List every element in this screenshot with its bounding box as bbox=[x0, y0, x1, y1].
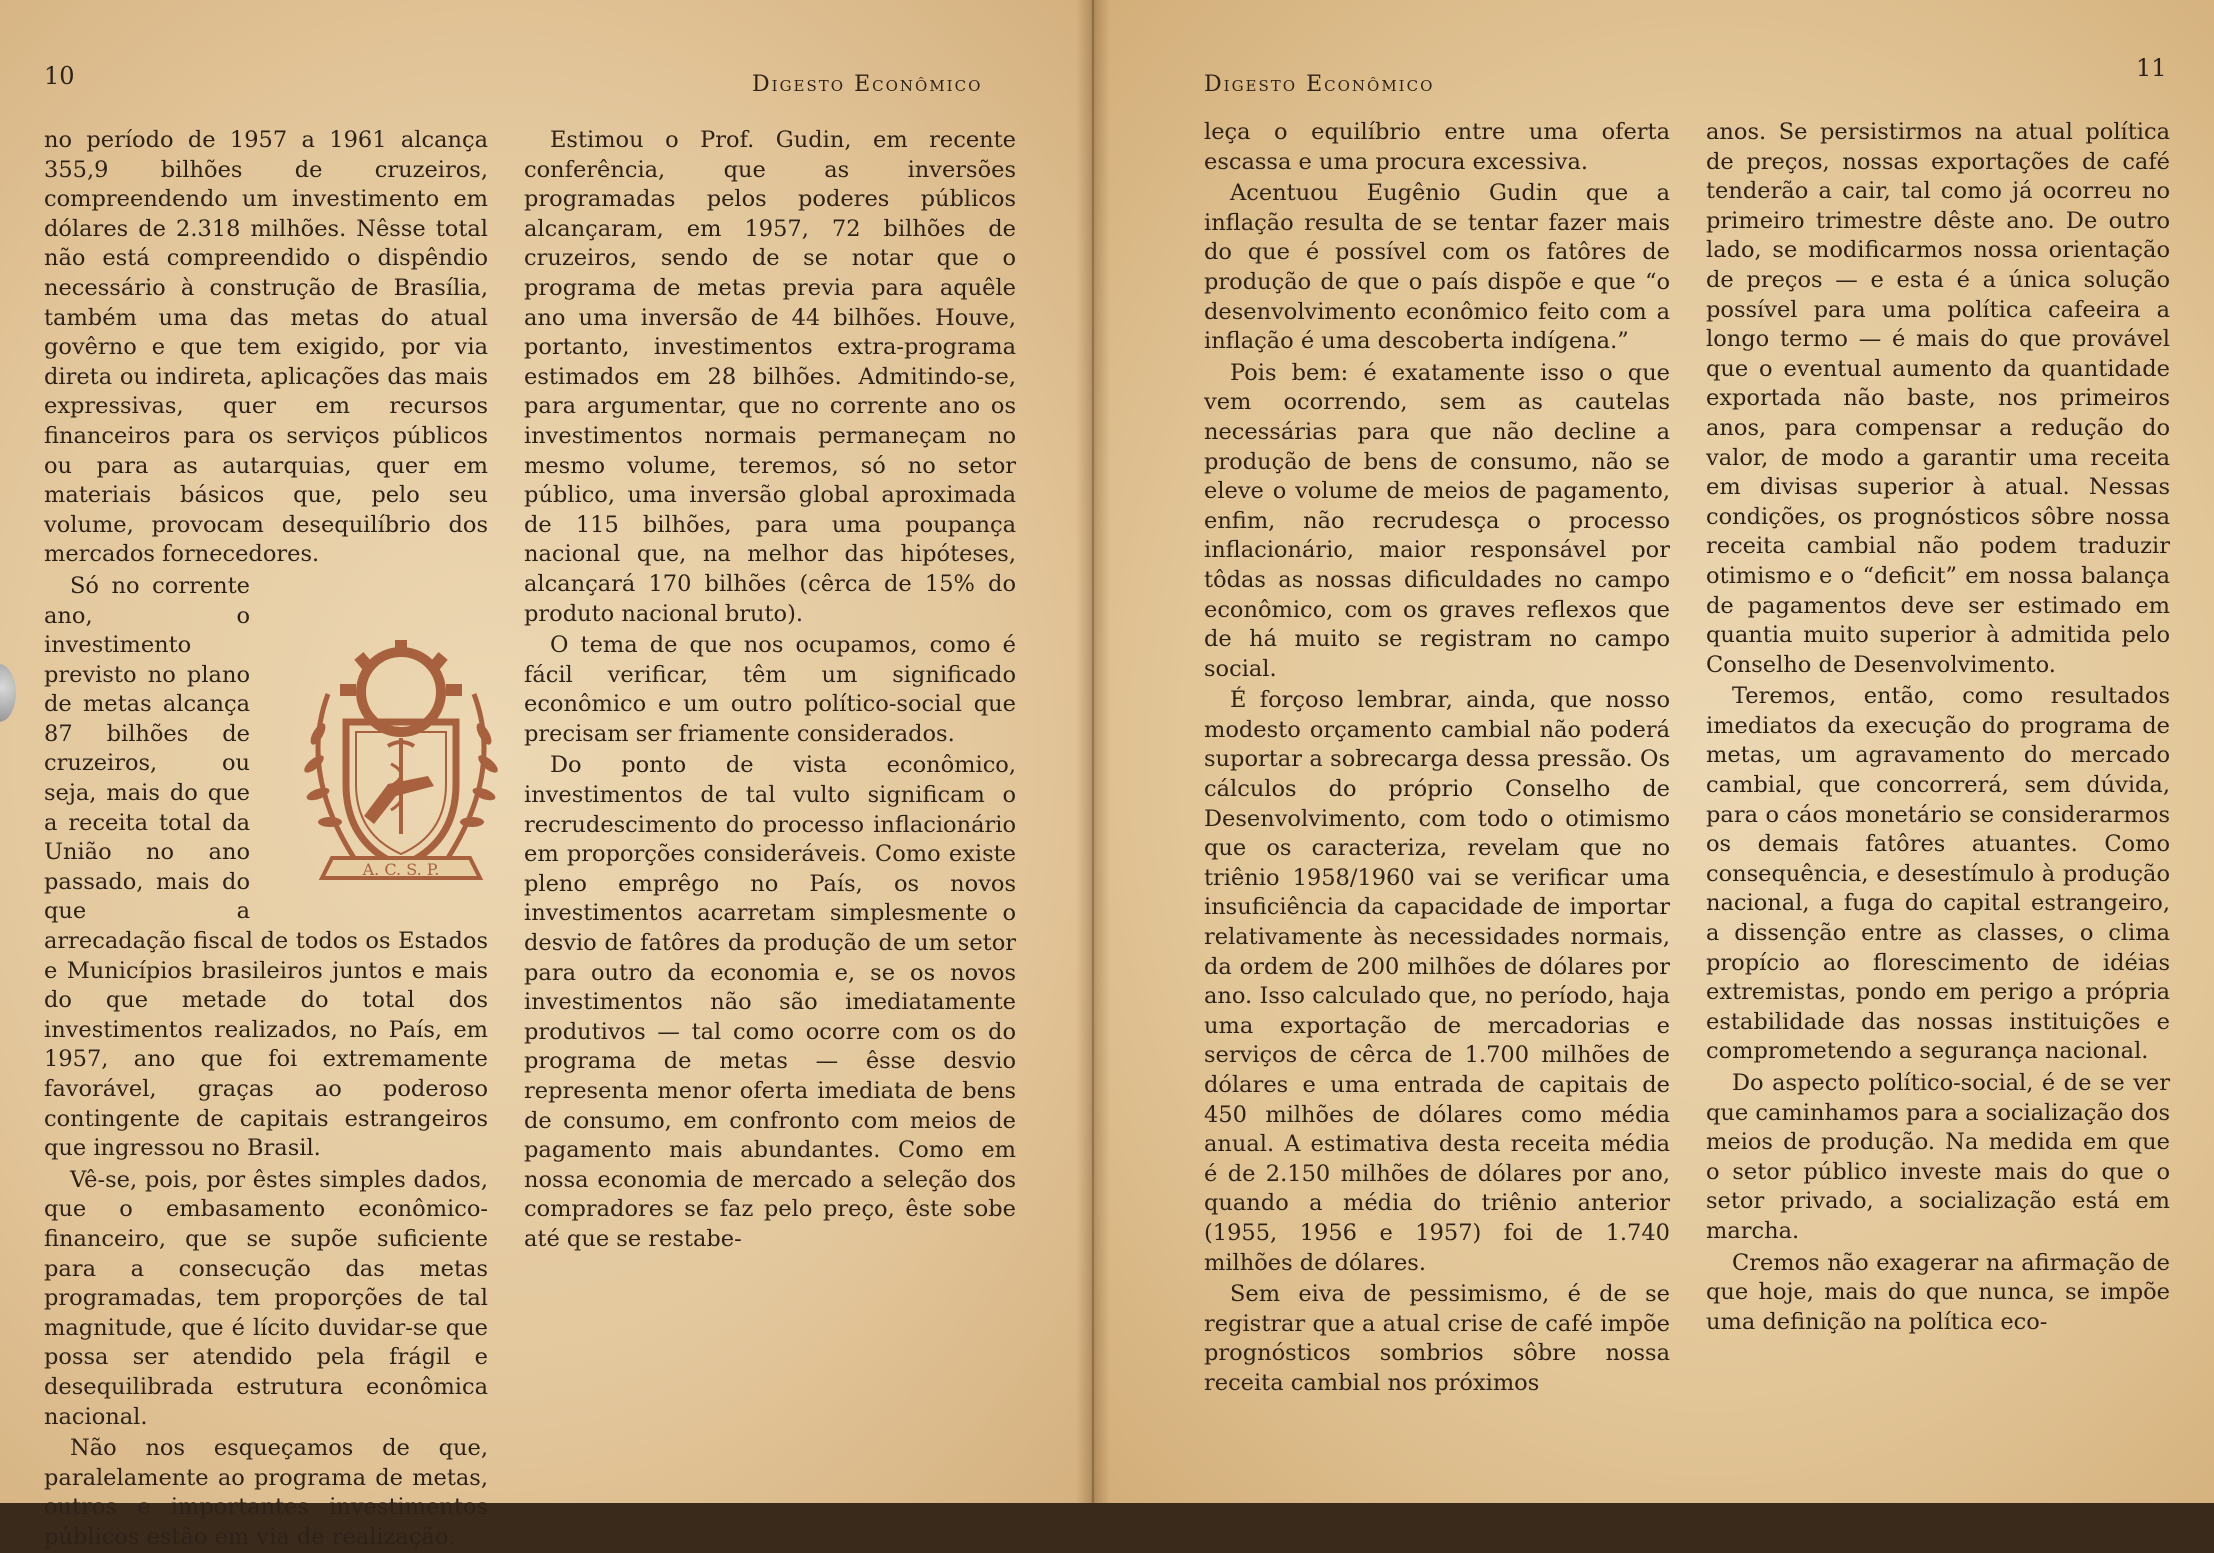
left-column-2 bbox=[524, 126, 1016, 1255]
paragraph: leça o equilíbrio entre uma oferta escassa e uma procura excessiva. bbox=[1204, 119, 1670, 175]
left-page bbox=[0, 0, 1092, 1550]
paragraph: É forçoso lembrar, ainda, que nosso modesto orçamento cambial não poderá suportar a sobrecarga dessa pressão. Os cálculos do próprio Conselho de Desenvolvimento, com todo o otimismo que os caracteriza, revelam que no triênio 1958/1960 vai se verificar uma insuficiência da capacidade de importar relativamente às necessidades normais, da ordem de 200 milhões de dólares por ano. Isso calculado que, no período, haja uma exportação de mercadorias e serviços de cêrca de 1.700 milhões de dólares e uma entrada de capitais de 450 milhões de dólares como média anual. A estimativa desta receita média é de 2.150 milhões de dólares por ano, quando a média do triênio anterior (1955, 1956 e 1957) foi de 1.740 milhões de dólares. bbox=[1204, 687, 1670, 1276]
right-page-number: 11 bbox=[2136, 54, 2167, 82]
paragraph: Do ponto de vista econômico, investimentos de tal vulto significam o recrudescimento do processo inflacionário em proporções consideráveis. Como existe pleno emprêgo no País, os novos investimentos acarretam simplesmente o desvio de fatôres da produção de um setor para outro da economia e, se os novos investimentos não são imediatamente produtivos — tal como ocorre com os do programa de metas — êsse desvio representa menor oferta imediata de bens de consumo, em confronto com meios de pagamento mais abundantes. Como em nossa economia de mercado a seleção dos compradores se faz pelo preço, êste sobe até que se restabe- bbox=[524, 752, 1016, 1252]
paragraph: Pois bem: é exatamente isso o que vem ocorrendo, sem as cautelas necessárias para que não decline a produção de bens de consumo, não se eleve o volume de meios de pagamento, enfim, não recrudesça o processo inflacionário, maior responsável por tôdas as nossas dificuldades no campo econômico, com os graves reflexos que de há muito se registram no campo social. bbox=[1204, 359, 1670, 682]
emblem-text: A. C. S. P. bbox=[362, 859, 440, 879]
acsp-emblem bbox=[262, 634, 488, 896]
emblem-graphic bbox=[288, 634, 514, 896]
paragraph: Do aspecto político-social, é de se ver que caminhamos para a socialização dos meios de produção. Na medida em que o setor público investe mais do que o setor privado, a socialização está em marcha. bbox=[1706, 1070, 2170, 1244]
paragraph-text: Só no corrente ano, o investimento previsto no plano de metas alcança 87 bilhões de cruzeiros, ou seja, mais do que a receita total da União no ano passado, mais do que a arrecadação fiscal de todos os Estados e Municípios brasileiros juntos e mais do que metade do total dos investimentos realizados, no País, em 1957, ano que foi extremamente favorável, graças ao poderoso contingente de capitais estrangeiros que ingressou no Brasil. bbox=[44, 572, 488, 1162]
coin-edge bbox=[0, 664, 16, 722]
left-page-number: 10 bbox=[44, 62, 75, 90]
paragraph: Não nos esqueçamos de que, paralelamente ao programa de metas, outros e importantes investimentos públicos estão em via de realização. bbox=[44, 1435, 488, 1550]
paragraph: Estimou o Prof. Gudin, em recente conferência, que as inversões programadas pelos poderes públicos alcançaram, em 1957, 72 bilhões de cruzeiros, sendo de se notar que o programa de metas previa para aquêle ano uma inversão de 44 bilhões. Houve, portanto, investimentos extra-programa estimados em 28 bilhões. Admitindo-se, para argumentar, que no corrente ano os investimentos normais permaneçam no mesmo volume, teremos, só no setor público, uma inversão global aproximada de 115 bilhões, para uma poupança nacional que, na melhor das hipóteses, alcançará 170 bilhões (cêrca de 15% do produto nacional bruto). bbox=[524, 127, 1016, 627]
paragraph bbox=[44, 572, 488, 1164]
paragraph: anos. Se persistirmos na atual política de preços, nossas exportações de café tenderão a cair, tal como já ocorreu no primeiro trimestre dêste ano. De outro lado, se modificarmos nossa orientação de preços — e esta é a única solução possível para uma política cafeeira a longo termo — é mais do que provável que o eventual aumento da quantidade exportada não baste, nos primeiros anos, para compensar a redução do valor, de modo a garantir uma receita em divisas superior à atual. Nessas condições, os prognósticos sôbre nossa receita cambial não podem traduzir otimismo e o “deficit” em nossa balança de pagamentos deve ser estimado em quantia muito superior à admitida pelo Conselho de Desenvolvimento. bbox=[1706, 119, 2170, 678]
paragraph: Sem eiva de pessimismo, é de se registrar que a atual crise de café impõe prognósticos sombrios sôbre nossa receita cambial nos próximos bbox=[1204, 1281, 1670, 1396]
right-page bbox=[1092, 0, 2214, 1503]
paragraph: O tema de que nos ocupamos, como é fácil verificar, têm um significado econômico e um outro político-social que precisam ser friamente considerados. bbox=[524, 632, 1016, 747]
paragraph: no período de 1957 a 1961 alcança 355,9 bilhões de cruzeiros, compreendendo um investimento em dólares de 2.318 milhões. Nêsse total não está compreendido o dispêndio necessário à construção de Brasília, também uma das metas do atual govêrno e que tem exigido, por via direta ou indireta, aplicações das mais expressivas, quer em recursos financeiros para os serviços públicos ou para as autarquias, quer em materiais básicos que, pelo seu volume, provocam desequilíbrio dos mercados fornecedores. bbox=[44, 127, 488, 568]
left-column-1 bbox=[44, 126, 488, 1553]
paragraph: Acentuou Eugênio Gudin que a inflação resulta de se tentar fazer mais do que é possível com os fatôres de produção de que o país dispõe e que “o desenvolvimento econômico feito com a inflação é uma descoberta indígena.” bbox=[1204, 180, 1670, 355]
paragraph: Teremos, então, como resultados imediatos da execução do programa de metas, um agravamento do mercado cambial, que concorrerá, sem dúvida, para o cáos monetário se considerarmos os demais fatôres atuantes. Como consequência, e desestímulo à produção nacional, a fuga do capital estrangeiro, a dissenção entre as classes, o clima propício ao florescimento de idéias extremistas, pondo em perigo a própria estabilidade das nossas instituições e comprometendo a segurança nacional. bbox=[1706, 683, 2170, 1065]
paragraph: Cremos não exagerar na afirmação de que hoje, mais do que nunca, se impõe uma definição na política eco- bbox=[1706, 1249, 2170, 1335]
right-running-head: Digesto Econômico bbox=[1204, 72, 1435, 97]
left-running-head: Digesto Econômico bbox=[752, 72, 983, 97]
paragraph: Vê-se, pois, por êstes simples dados, que o embasamento econômico-financeiro, que se supõe suficiente para a consecução das metas programadas, tem proporções de tal magnitude, que é lícito duvidar-se que possa ser atendido pela frágil e desequilibrada estrutura econômica nacional. bbox=[44, 1166, 488, 1430]
right-column-1 bbox=[1204, 118, 1670, 1399]
right-column-2 bbox=[1706, 118, 2170, 1337]
